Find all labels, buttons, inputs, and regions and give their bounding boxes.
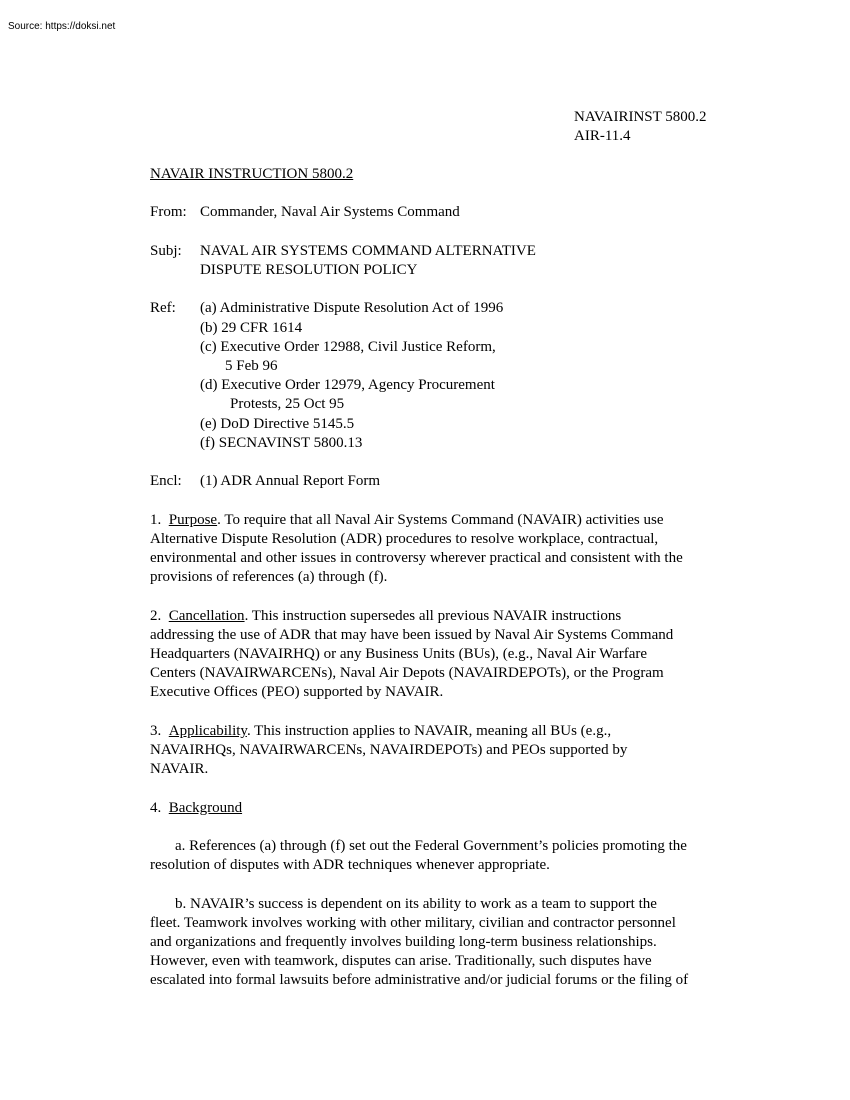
reference-item: (d) Executive Order 12979, Agency Procurement <box>200 377 495 394</box>
paragraph-line: provisions of references (a) through (f). <box>150 569 388 586</box>
section-number: 2. <box>150 607 162 624</box>
doc-number: NAVAIRINST 5800.2 <box>574 109 707 125</box>
enclosure-line <box>150 472 755 491</box>
section-heading: Background <box>168 799 243 816</box>
subject-label: Subj: <box>150 242 182 259</box>
paragraph-line: . This instruction supersedes all previous NAVAIR instructions <box>244 607 622 624</box>
paragraph-line: Alternative Dispute Resolution (ADR) procedures to resolve workplace, contractual, <box>150 530 659 547</box>
paragraph-line: Headquarters (NAVAIRHQ) or any Business Units (BUs), (e.g., Naval Air Warfare <box>150 645 648 662</box>
section-background <box>150 799 755 991</box>
section-cancellation <box>150 607 755 703</box>
section-number: 1. <box>150 511 162 528</box>
paragraph-line: a. References (a) through (f) set out the Federal Government’s policies promoting the <box>175 837 687 854</box>
enclosure-label: Encl: <box>150 473 182 490</box>
section-heading: Cancellation <box>168 607 245 624</box>
section-purpose <box>150 511 755 588</box>
paragraph-line: However, even with teamwork, disputes can arise. Traditionally, such disputes have <box>150 953 652 970</box>
paragraph-line: escalated into formal lawsuits before administrative and/or judicial forums or the filing of <box>150 972 689 989</box>
reference-item: (e) DoD Directive 5145.5 <box>200 415 355 432</box>
document-body <box>150 165 755 991</box>
references-label: Ref: <box>150 300 176 317</box>
section-heading: Applicability <box>168 722 247 739</box>
paragraph-line: . To require that all Naval Air Systems Command (NAVAIR) activities use <box>217 511 664 528</box>
from-text: Commander, Naval Air Systems Command <box>200 204 460 221</box>
paragraph-line: Centers (NAVAIRWARCENs), Naval Air Depots (NAVAIRDEPOTs), or the Program <box>150 665 664 682</box>
section-heading: Purpose <box>168 511 218 528</box>
paragraph-line: NAVAIR. <box>150 761 209 778</box>
office-code: AIR-11.4 <box>574 128 631 144</box>
section-applicability <box>150 722 755 780</box>
paragraph-line: b. NAVAIR’s success is dependent on its ability to work as a team to support the <box>175 895 657 912</box>
enclosure-text: (1) ADR Annual Report Form <box>200 473 380 490</box>
reference-item-continued: Protests, 25 Oct 95 <box>230 396 345 413</box>
paragraph-line: fleet. Teamwork involves working with other military, civilian and contractor personnel <box>150 914 676 931</box>
page-title: NAVAIR INSTRUCTION 5800.2 <box>150 166 354 182</box>
reference-item-continued: 5 Feb 96 <box>225 357 278 374</box>
reference-item: (a) Administrative Dispute Resolution Act of 1996 <box>200 300 504 317</box>
references-block <box>150 299 755 453</box>
from-line <box>150 203 755 222</box>
subject-line: DISPUTE RESOLUTION POLICY <box>200 261 418 278</box>
subject-block <box>150 242 755 280</box>
paragraph-line: environmental and other issues in controversy wherever practical and consistent with the <box>150 549 683 566</box>
paragraph-line: resolution of disputes with ADR techniques whenever appropriate. <box>150 857 550 874</box>
paragraph-line: and organizations and frequently involves building long-term business relationships. <box>150 933 657 950</box>
source-label: Source: https://doksi.net <box>8 21 116 32</box>
subject-line: NAVAL AIR SYSTEMS COMMAND ALTERNATIVE <box>200 242 536 259</box>
reference-item: (b) 29 CFR 1614 <box>200 319 303 336</box>
paragraph-line: addressing the use of ADR that may have been issued by Naval Air Systems Command <box>150 626 674 643</box>
from-label: From: <box>150 204 187 221</box>
reference-item: (c) Executive Order 12988, Civil Justice Reform, <box>200 338 496 355</box>
document-header <box>574 108 707 146</box>
paragraph-line: Executive Offices (PEO) supported by NAVAIR. <box>150 684 444 701</box>
reference-item: (f) SECNAVINST 5800.13 <box>200 434 363 451</box>
paragraph-line: . This instruction applies to NAVAIR, meaning all BUs (e.g., <box>246 722 612 739</box>
section-number: 3. <box>150 722 162 739</box>
section-number: 4. <box>150 799 162 816</box>
paragraph-line: NAVAIRHQs, NAVAIRWARCENs, NAVAIRDEPOTs) and PEOs supported by <box>150 741 628 758</box>
